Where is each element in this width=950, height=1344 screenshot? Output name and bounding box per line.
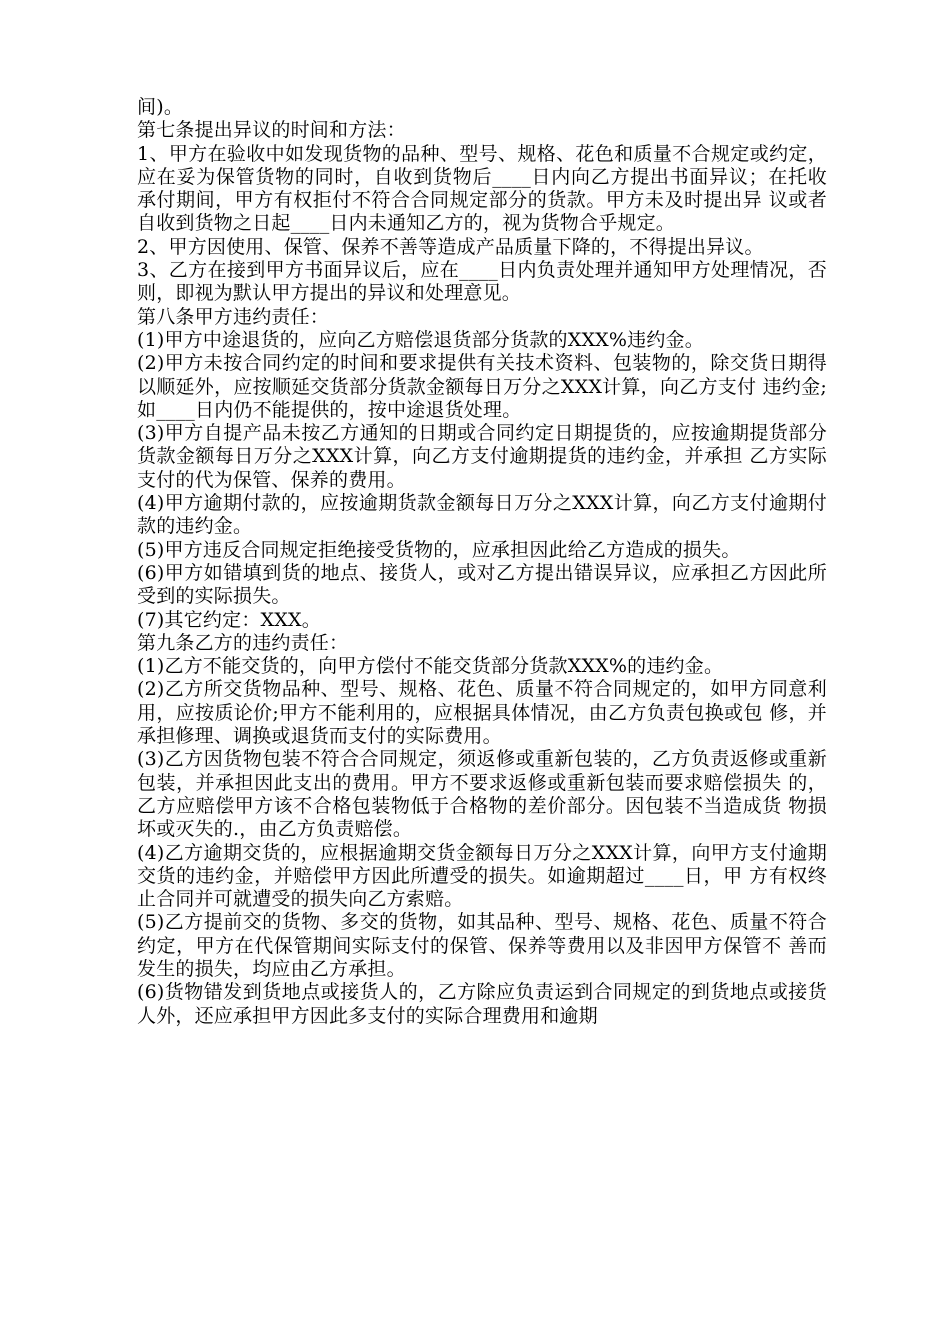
document-paragraph: (2)乙方所交货物品种、型号、规格、花色、质量不符合同规定的，如甲方同意利用，应按质论价;甲方不能利用的，应根据具体情况，由乙方负责包换或包 修，并承担修理、调换或退货而支付的实际费用。 bbox=[137, 678, 827, 748]
document-paragraph: (2)甲方未按合同约定的时间和要求提供有关技术资料、包装物的，除交货日期得以顺延外，应按顺延交货部分货款金额每日万分之XXX计算，向乙方支付 违约金;如____日内仍不能提供的，按中途退货处理。 bbox=[137, 352, 827, 421]
document-paragraph: (6)货物错发到货地点或接货人的，乙方除应负责运到合同规定的到货地点或接货人外，还应承担甲方因此多支付的实际合理费用和逾期 bbox=[137, 981, 827, 1027]
document-paragraph: (5)乙方提前交的货物、多交的货物，如其品种、型号、规格、花色、质量不符合约定，甲方在代保管期间实际支付的保管、保养等费用以及非因甲方保管不 善而发生的损失，均应由乙方承担。 bbox=[137, 911, 827, 980]
document-paragraph: (3)甲方自提产品未按乙方通知的日期或合同约定日期提货的，应按逾期提货部分货款金额每日万分之XXX计算，向乙方支付逾期提货的违约金，并承担 乙方实际支付的代为保管、保养的费用。 bbox=[137, 422, 827, 491]
document-paragraph: (3)乙方因货物包装不符合合同规定，须返修或重新包装的，乙方负责返修或重新包装，并承担因此支出的费用。甲方不要求返修或重新包装而要求赔偿损失 的，乙方应赔偿甲方该不合格包装物低于合格物的差价部分。因包装不当造成货 物损坏或灭失的.，由乙方负责赔偿。 bbox=[137, 748, 827, 841]
document-page bbox=[137, 96, 827, 1028]
article-heading: 第八条甲方违约责任： bbox=[137, 305, 330, 328]
document-paragraph: (5)甲方违反合同规定拒绝接受货物的，应承担因此给乙方造成的损失。 bbox=[137, 538, 741, 561]
document-paragraph: (7)其它约定：XXX。 bbox=[137, 608, 321, 631]
article-heading: 第七条提出异议的时间和方法： bbox=[137, 119, 406, 142]
document-paragraph: (6)甲方如错填到货的地点、接货人，或对乙方提出错误异议，应承担乙方因此所受到的实际损失。 bbox=[137, 561, 827, 608]
document-paragraph: 2、甲方因使用、保管、保养不善等造成产品质量下降的，不得提出异议。 bbox=[137, 235, 764, 258]
document-paragraph: (1)乙方不能交货的，向甲方偿付不能交货部分货款XXX%的违约金。 bbox=[137, 655, 724, 678]
document-paragraph: 3、乙方在接到甲方书面异议后，应在____日内负责处理并通知甲方处理情况，否则，即视为默认甲方提出的异议和处理意见。 bbox=[137, 259, 827, 305]
document-paragraph: 1、甲方在验收中如发现货物的品种、型号、规格、花色和质量不合规定或约定，应在妥为保管货物的同时，自收到货物后____日内向乙方提出书面异议；在托收承付期间，甲方有权拒付不符合合同规定部分的货款。甲方未及时提出异 议或者自收到货物之日起____日内未通知乙方的，视为货物合乎规定。 bbox=[137, 142, 827, 235]
article-heading: 第九条乙方的违约责任： bbox=[137, 631, 349, 654]
document-paragraph: (4)甲方逾期付款的，应按逾期货款金额每日万分之XXX计算，向乙方支付逾期付款的违约金。 bbox=[137, 492, 827, 538]
document-paragraph: 间)。 bbox=[137, 96, 184, 118]
document-paragraph: (4)乙方逾期交货的，应根据逾期交货金额每日万分之XXX计算，向甲方支付逾期交货的违约金，并赔偿甲方因此所遭受的损失。如逾期超过____日，甲 方有权终止合同并可就遭受的损失向乙方索赔。 bbox=[137, 841, 827, 911]
document-paragraph: (1)甲方中途退货的，应向乙方赔偿退货部分货款的XXX%违约金。 bbox=[137, 328, 704, 351]
